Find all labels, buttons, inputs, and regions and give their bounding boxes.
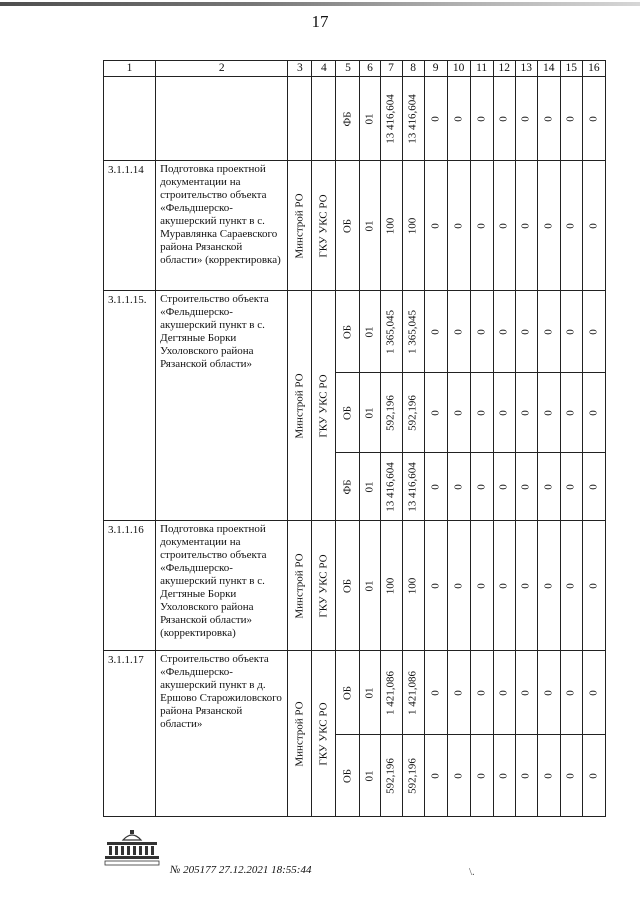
header-cell: 7: [380, 61, 402, 77]
amount-cell: [447, 651, 470, 735]
responsible-org: [288, 291, 312, 521]
amount-cell: [582, 373, 605, 453]
amount-cell-text: 0: [429, 582, 442, 589]
amount-cell: [424, 291, 447, 373]
amount-cell: [447, 373, 470, 453]
item-number: 3.1.1.17: [104, 651, 156, 817]
amount-cell: [560, 453, 582, 521]
amount-cell: [515, 453, 537, 521]
registry-building-logo: [103, 828, 161, 866]
amount-year-text: 100: [406, 577, 419, 594]
table-row: [104, 77, 606, 161]
header-cell: 14: [537, 61, 560, 77]
executor-org: [312, 161, 336, 291]
amount-year: [402, 291, 424, 373]
amount-total-text: 100: [384, 577, 397, 594]
amount-cell-text: 0: [519, 772, 532, 779]
amount-cell: [582, 291, 605, 373]
responsible-org-text: Минстрой РО: [293, 192, 306, 259]
amount-cell: [470, 373, 493, 453]
amount-cell: [537, 735, 560, 817]
amount-cell-text: 0: [475, 689, 488, 696]
amount-cell: [537, 651, 560, 735]
budget-source: [336, 453, 360, 521]
budget-source: [336, 291, 360, 373]
amount-cell-text: 0: [542, 483, 555, 490]
amount-cell-text: 0: [519, 483, 532, 490]
amount-year: [402, 77, 424, 161]
budget-code: [360, 161, 380, 291]
executor-org-text: ГКУ УКС РО: [317, 553, 330, 618]
amount-cell-text: 0: [497, 582, 510, 589]
amount-year: [402, 453, 424, 521]
responsible-org-text: Минстрой РО: [293, 372, 306, 439]
amount-cell: [493, 77, 515, 161]
amount-cell-text: 0: [497, 483, 510, 490]
amount-cell-text: 0: [564, 409, 577, 416]
amount-cell: [424, 521, 447, 651]
budget-source-text: ОБ: [341, 405, 354, 420]
budget-source-text: ОБ: [341, 218, 354, 233]
amount-cell-text: 0: [429, 689, 442, 696]
budget-source: [336, 161, 360, 291]
amount-total: [380, 77, 402, 161]
budget-code: [360, 521, 380, 651]
item-title: Строительство объекта «Фельдшерско-акушерский пункт в с. Дегтяные Борки Ухоловского района Рязанской области»: [156, 291, 288, 521]
header-cell: 4: [312, 61, 336, 77]
amount-cell-text: 0: [429, 772, 442, 779]
amount-total: [380, 373, 402, 453]
amount-cell: [537, 77, 560, 161]
item-number: [104, 77, 156, 161]
amount-year-text: 592,196: [406, 394, 419, 431]
item-title: [156, 77, 288, 161]
amount-year-text: 13 416,604: [406, 461, 419, 512]
amount-cell-text: 0: [587, 483, 600, 490]
executor-org: [312, 521, 336, 651]
amount-cell: [582, 453, 605, 521]
amount-cell: [493, 161, 515, 291]
item-title: Подготовка проектной документации на строительство объекта «Фельдшерско-акушерский пункт в с. Муравлянка Сараевского района Рязанской области» (корректировка): [156, 161, 288, 291]
amount-cell: [560, 291, 582, 373]
amount-cell: [493, 291, 515, 373]
budget-source: [336, 651, 360, 735]
amount-cell-text: 0: [497, 328, 510, 335]
header-cell: 12: [493, 61, 515, 77]
amount-total: [380, 521, 402, 651]
amount-cell-text: 0: [475, 115, 488, 122]
responsible-org: [288, 77, 312, 161]
amount-cell: [470, 521, 493, 651]
responsible-org: [288, 651, 312, 817]
table-row: [104, 291, 606, 373]
responsible-org: [288, 521, 312, 651]
amount-year: [402, 373, 424, 453]
amount-cell: [515, 161, 537, 291]
header-cell: 13: [515, 61, 537, 77]
amount-cell-text: 0: [452, 772, 465, 779]
amount-cell: [424, 453, 447, 521]
budget-code: [360, 291, 380, 373]
amount-cell: [447, 453, 470, 521]
amount-cell-text: 0: [519, 115, 532, 122]
amount-cell-text: 0: [519, 328, 532, 335]
amount-cell-text: 0: [497, 222, 510, 229]
amount-year: [402, 521, 424, 651]
amount-cell-text: 0: [497, 409, 510, 416]
amount-cell: [582, 735, 605, 817]
amount-cell: [515, 651, 537, 735]
budget-code-text: 01: [363, 113, 376, 124]
amount-cell-text: 0: [429, 222, 442, 229]
amount-cell: [470, 651, 493, 735]
amount-cell: [537, 291, 560, 373]
amount-cell: [582, 77, 605, 161]
amount-cell: [515, 521, 537, 651]
amount-cell-text: 0: [587, 409, 600, 416]
amount-cell-text: 0: [452, 689, 465, 696]
amount-cell-text: 0: [519, 582, 532, 589]
amount-cell-text: 0: [475, 222, 488, 229]
table-row: [104, 521, 606, 651]
amount-cell: [493, 735, 515, 817]
amount-total: [380, 161, 402, 291]
amount-cell: [537, 521, 560, 651]
header-cell: 10: [447, 61, 470, 77]
amount-cell-text: 0: [497, 772, 510, 779]
amount-cell: [515, 373, 537, 453]
amount-year-text: 1 365,045: [406, 309, 419, 354]
amount-cell-text: 0: [519, 689, 532, 696]
budget-source: [336, 77, 360, 161]
amount-cell: [470, 161, 493, 291]
responsible-org-text: Минстрой РО: [293, 552, 306, 619]
table-row: [104, 161, 606, 291]
budget-source-text: ФБ: [341, 110, 354, 127]
amount-cell: [424, 735, 447, 817]
amount-total: [380, 453, 402, 521]
amount-cell-text: 0: [452, 582, 465, 589]
amount-cell-text: 0: [542, 409, 555, 416]
amount-cell: [537, 373, 560, 453]
amount-cell-text: 0: [452, 115, 465, 122]
header-cell: 8: [402, 61, 424, 77]
amount-cell-text: 0: [587, 689, 600, 696]
amount-cell: [537, 453, 560, 521]
amount-total-text: 592,196: [384, 394, 397, 431]
amount-cell-text: 0: [475, 409, 488, 416]
header-cell: 1: [104, 61, 156, 77]
amount-total: [380, 735, 402, 817]
amount-cell: [537, 161, 560, 291]
amount-cell-text: 0: [452, 222, 465, 229]
amount-total-text: 1 421,086: [384, 670, 397, 715]
amount-total-text: 592,196: [384, 757, 397, 794]
amount-year-text: 13 416,604: [406, 93, 419, 144]
amount-cell: [582, 521, 605, 651]
amount-cell: [560, 651, 582, 735]
amount-cell: [515, 735, 537, 817]
amount-cell-text: 0: [587, 328, 600, 335]
amount-year: [402, 651, 424, 735]
amount-total-text: 13 416,604: [384, 93, 397, 144]
executor-org-text: ГКУ УКС РО: [317, 373, 330, 438]
budget-code-text: 01: [363, 407, 376, 418]
amount-total-text: 100: [384, 217, 397, 234]
amount-cell: [447, 735, 470, 817]
amount-cell: [424, 651, 447, 735]
amount-cell-text: 0: [475, 772, 488, 779]
budget-code: [360, 373, 380, 453]
amount-cell-text: 0: [452, 409, 465, 416]
header-cell: 15: [560, 61, 582, 77]
amount-cell: [582, 161, 605, 291]
budget-code-text: 01: [363, 770, 376, 781]
amount-cell-text: 0: [564, 689, 577, 696]
amount-cell: [470, 735, 493, 817]
item-title: Строительство объекта «Фельдшерско-акушерский пункт в д. Ершово Старожиловского района Рязанской области»: [156, 651, 288, 817]
amount-cell-text: 0: [587, 115, 600, 122]
budget-code: [360, 77, 380, 161]
executor-org: [312, 291, 336, 521]
header-cell: 11: [470, 61, 493, 77]
header-row: [104, 61, 606, 77]
scan-edge-line: [0, 2, 640, 6]
amount-cell-text: 0: [564, 582, 577, 589]
amount-total: [380, 291, 402, 373]
amount-cell-text: 0: [587, 222, 600, 229]
budget-source-text: ОБ: [341, 685, 354, 700]
amount-cell-text: 0: [497, 115, 510, 122]
table-row: [104, 651, 606, 735]
amount-year-text: 1 421,086: [406, 670, 419, 715]
scan-mark: \.: [469, 866, 475, 878]
budget-code-text: 01: [363, 220, 376, 231]
header-cell: 5: [336, 61, 360, 77]
executor-org-text: ГКУ УКС РО: [317, 701, 330, 766]
amount-cell-text: 0: [542, 115, 555, 122]
amount-cell-text: 0: [542, 689, 555, 696]
funding-table: [103, 60, 606, 817]
amount-cell: [447, 77, 470, 161]
amount-cell-text: 0: [542, 582, 555, 589]
amount-cell-text: 0: [587, 582, 600, 589]
item-number: 3.1.1.14: [104, 161, 156, 291]
header-cell: 9: [424, 61, 447, 77]
amount-year-text: 100: [406, 217, 419, 234]
amount-cell-text: 0: [564, 483, 577, 490]
budget-source: [336, 735, 360, 817]
amount-total-text: 1 365,045: [384, 309, 397, 354]
amount-total: [380, 651, 402, 735]
responsible-org-text: Минстрой РО: [293, 700, 306, 767]
amount-cell: [424, 161, 447, 291]
budget-code: [360, 453, 380, 521]
amount-cell-text: 0: [497, 689, 510, 696]
budget-code-text: 01: [363, 326, 376, 337]
amount-cell: [470, 291, 493, 373]
registration-stamp: № 205177 27.12.2021 18:55:44: [170, 864, 312, 876]
amount-cell-text: 0: [519, 409, 532, 416]
executor-org-text: ГКУ УКС РО: [317, 193, 330, 258]
amount-year-text: 592,196: [406, 757, 419, 794]
amount-cell: [470, 453, 493, 521]
budget-code: [360, 735, 380, 817]
amount-cell-text: 0: [429, 115, 442, 122]
amount-cell: [560, 373, 582, 453]
amount-cell: [560, 161, 582, 291]
amount-cell-text: 0: [475, 328, 488, 335]
amount-year: [402, 161, 424, 291]
amount-cell: [447, 521, 470, 651]
page-number: 17: [311, 12, 329, 31]
amount-cell-text: 0: [542, 222, 555, 229]
amount-cell: [424, 77, 447, 161]
amount-cell: [470, 77, 493, 161]
amount-cell-text: 0: [564, 115, 577, 122]
amount-cell-text: 0: [519, 222, 532, 229]
amount-cell: [493, 651, 515, 735]
amount-cell-text: 0: [564, 328, 577, 335]
budget-source: [336, 521, 360, 651]
budget-source: [336, 373, 360, 453]
amount-cell-text: 0: [564, 222, 577, 229]
amount-cell: [493, 453, 515, 521]
amount-cell-text: 0: [542, 772, 555, 779]
amount-cell-text: 0: [429, 483, 442, 490]
budget-code-text: 01: [363, 687, 376, 698]
item-number: 3.1.1.16: [104, 521, 156, 651]
responsible-org: [288, 161, 312, 291]
budget-source-text: ОБ: [341, 578, 354, 593]
budget-code-text: 01: [363, 580, 376, 591]
header-cell: 6: [360, 61, 380, 77]
executor-org: [312, 77, 336, 161]
amount-cell: [493, 521, 515, 651]
amount-cell: [447, 291, 470, 373]
amount-cell-text: 0: [475, 483, 488, 490]
amount-cell: [493, 373, 515, 453]
amount-cell: [560, 77, 582, 161]
budget-source-text: ОБ: [341, 324, 354, 339]
budget-source-text: ОБ: [341, 768, 354, 783]
budget-code-text: 01: [363, 481, 376, 492]
amount-cell: [515, 291, 537, 373]
header-cell: 2: [156, 61, 288, 77]
amount-cell-text: 0: [475, 582, 488, 589]
amount-cell-text: 0: [564, 772, 577, 779]
amount-cell: [515, 77, 537, 161]
budget-code: [360, 651, 380, 735]
amount-cell: [560, 521, 582, 651]
item-title: Подготовка проектной документации на строительство объекта «Фельдшерско-акушерский пункт в с. Дегтяные Борки Ухоловского района Рязанской области» (корректировка): [156, 521, 288, 651]
item-number: 3.1.1.15.: [104, 291, 156, 521]
amount-cell-text: 0: [429, 328, 442, 335]
amount-total-text: 13 416,604: [384, 461, 397, 512]
amount-cell: [447, 161, 470, 291]
amount-cell: [582, 651, 605, 735]
amount-cell-text: 0: [587, 772, 600, 779]
budget-source-text: ФБ: [341, 478, 354, 495]
header-cell: 16: [582, 61, 605, 77]
amount-cell-text: 0: [452, 483, 465, 490]
amount-cell-text: 0: [429, 409, 442, 416]
header-cell: 3: [288, 61, 312, 77]
amount-cell: [560, 735, 582, 817]
amount-year: [402, 735, 424, 817]
amount-cell: [424, 373, 447, 453]
amount-cell-text: 0: [452, 328, 465, 335]
executor-org: [312, 651, 336, 817]
amount-cell-text: 0: [542, 328, 555, 335]
